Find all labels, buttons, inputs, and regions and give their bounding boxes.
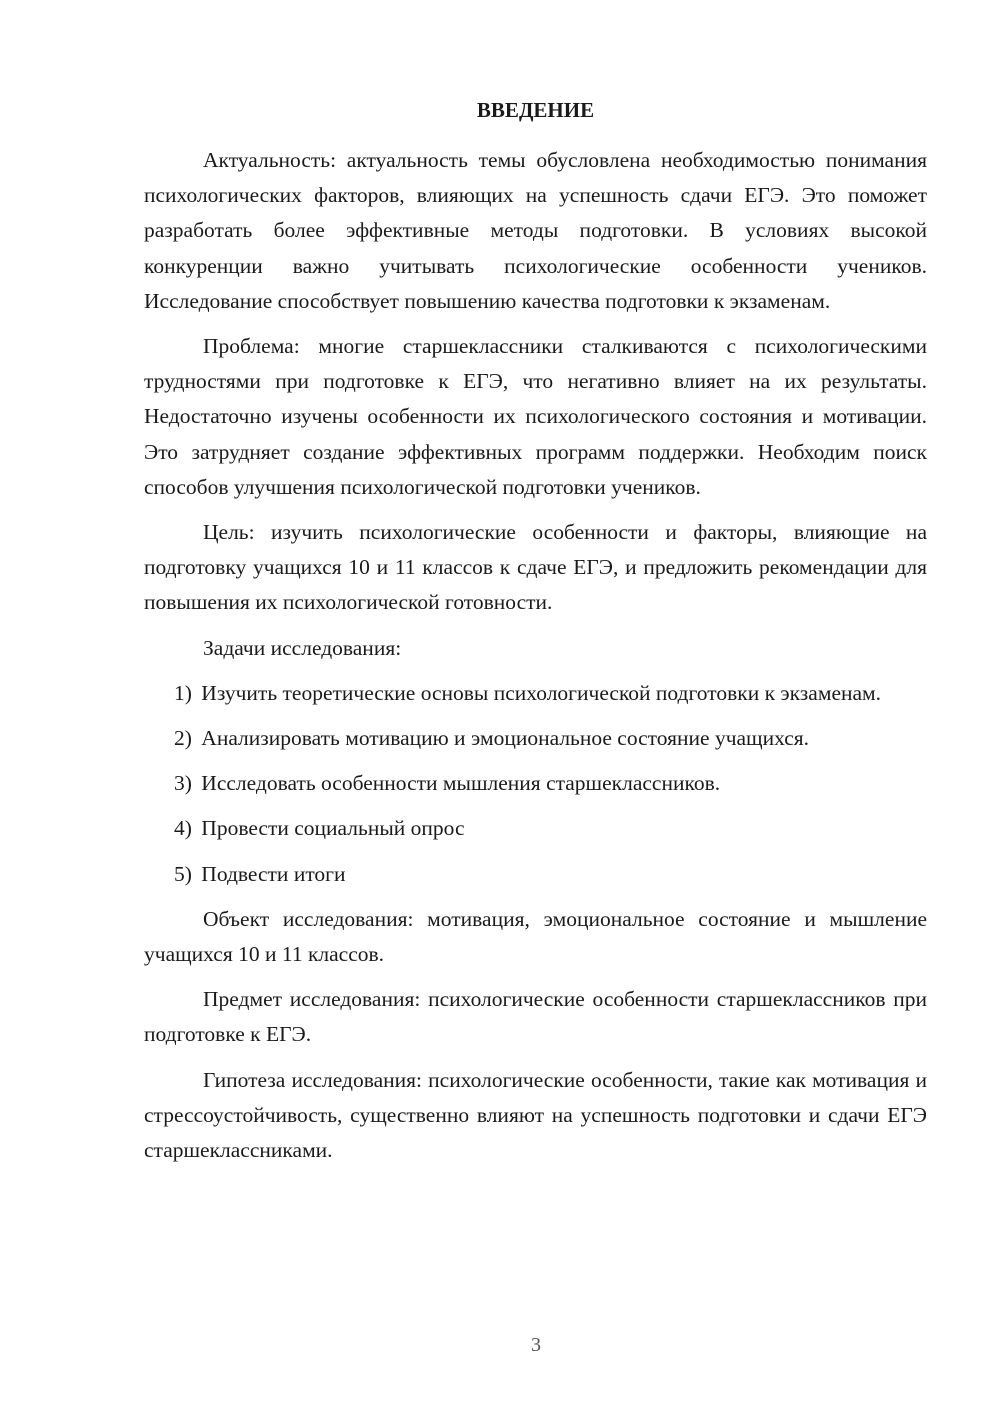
list-item-number: 1)	[174, 680, 192, 705]
page-title: ВВЕДЕНИЕ	[476, 98, 595, 122]
list-item	[144, 811, 927, 846]
paragraph-hypothesis: Гипотеза исследования: психологические особенности, такие как мотивация и стрессоустойчивость, существенно влияют на успешность подготовки и сдачи ЕГЭ старшеклассниками.	[144, 1067, 927, 1163]
list-item-text: Изучить теоретические основы психологической подготовки к экзаменам.	[201, 680, 882, 705]
list-item-text: Анализировать мотивацию и эмоциональное состояние учащихся.	[201, 726, 810, 751]
paragraph-goal: Цель: изучить психологические особенности и факторы, влияющие на подготовку учащихся 10 и 11 классов к сдаче ЕГЭ, и предложить рекомендации для повышения их психологической готовности.	[144, 520, 927, 615]
list-item	[144, 857, 927, 892]
paragraph-relevance: Актуальность: актуальность темы обусловлена необходимостью понимания психологических факторов, влияющих на успешность сдачи ЕГЭ. Это поможет разработать более эффективные методы подготовки. В условиях высокой конкуренции важно учитывать психологические особенности учеников. Исследование способствует повышению качества подготовки к экзаменам.	[144, 148, 927, 313]
list-item	[144, 721, 927, 756]
paragraph-object: Объект исследования: мотивация, эмоциональное состояние и мышление учащихся 10 и 11 классов.	[144, 906, 927, 967]
page-number: 3	[531, 1334, 541, 1356]
list-item	[144, 766, 927, 801]
list-item-number: 4)	[174, 816, 192, 841]
list-item	[144, 676, 927, 711]
tasks-heading: Задачи исследования:	[203, 635, 402, 660]
list-item-number: 5)	[174, 861, 192, 886]
list-item-number: 3)	[174, 771, 192, 796]
document-page	[144, 93, 927, 1178]
paragraph-problem: Проблема: многие старшеклассники сталкиваются с психологическими трудностями при подготовке к ЕГЭ, что негативно влияет на их результаты. Недостаточно изучены особенности их психологического состояния и мотивации. Это затрудняет создание эффективных программ поддержки. Необходим поиск способов улучшения психологической подготовки учеников.	[144, 334, 927, 499]
tasks-list	[144, 676, 927, 892]
list-item-text: Исследовать особенности мышления старшеклассников.	[201, 771, 721, 796]
list-item-number: 2)	[174, 726, 192, 751]
list-item-text: Подвести итоги	[201, 861, 346, 886]
paragraph-subject: Предмет исследования: психологические особенности старшеклассников при подготовке к ЕГЭ.	[144, 987, 927, 1047]
list-item-text: Провести социальный опрос	[201, 816, 465, 841]
